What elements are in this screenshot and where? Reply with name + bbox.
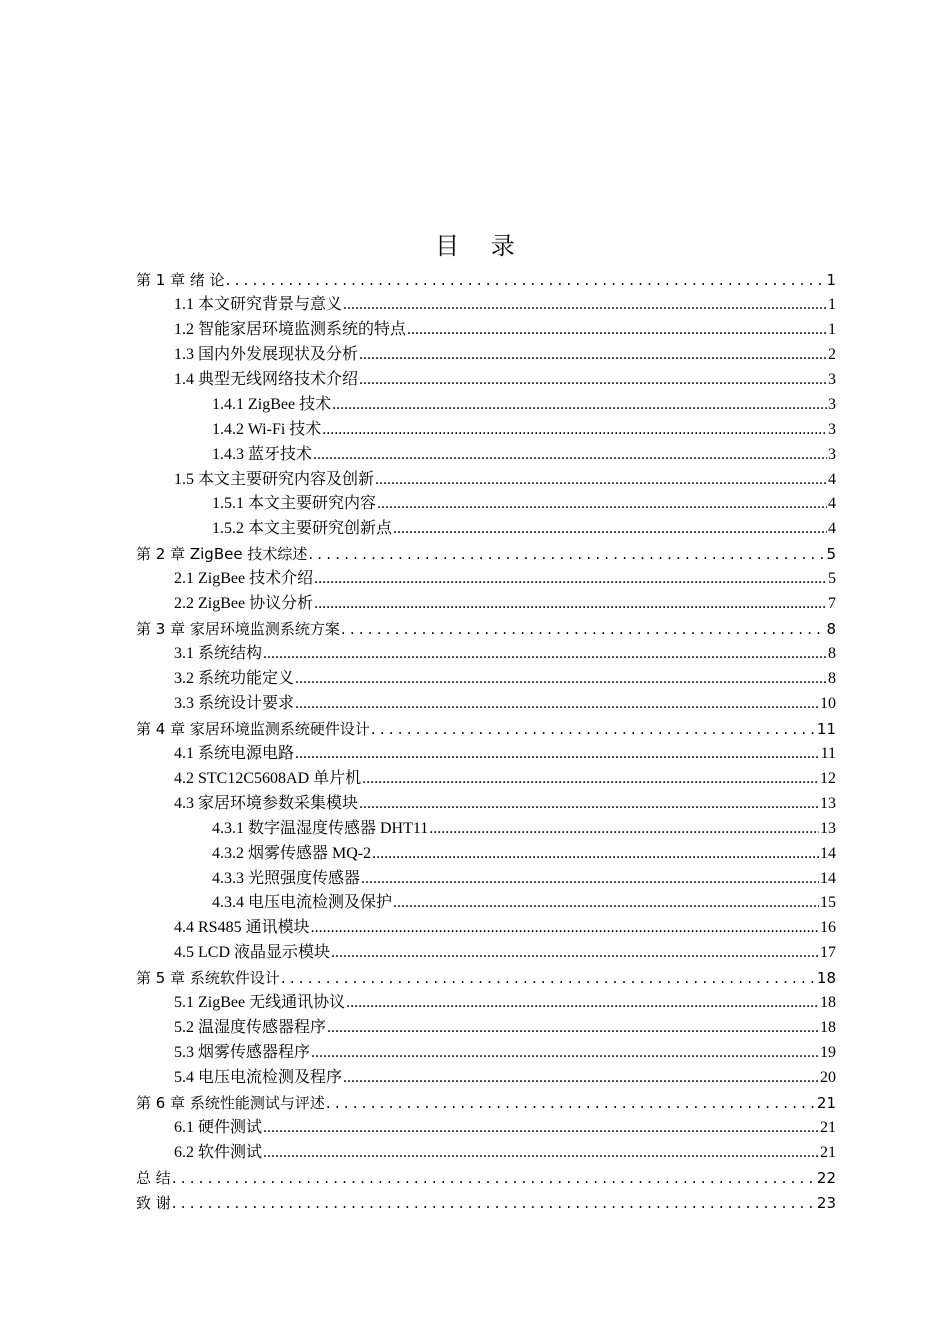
dot-leader	[327, 1016, 819, 1041]
toc-section-entry[interactable]	[136, 1066, 836, 1091]
toc-section-entry[interactable]	[136, 318, 836, 343]
dot-leader	[263, 1141, 819, 1166]
toc-page-number: 8	[826, 620, 836, 639]
toc-page-number: 21	[816, 1093, 836, 1112]
toc-section-entry[interactable]	[136, 642, 836, 667]
dot-leader	[314, 592, 827, 617]
toc-page-number: 20	[820, 1069, 836, 1086]
dot-leader	[362, 767, 819, 792]
toc-entry-label: 4.3 家居环境参数采集模块	[174, 794, 359, 812]
toc-page-number: 21	[820, 1143, 836, 1161]
dot-leader	[332, 393, 827, 418]
toc-section-entry[interactable]	[136, 792, 836, 817]
toc-entry-label: 2.2 ZigBee 协议分析	[174, 595, 314, 613]
toc-page-number: 10	[820, 694, 836, 712]
dot-leader	[372, 842, 819, 867]
toc-entry-label: 1.4.2 Wi-Fi 技术	[212, 420, 322, 438]
toc-title: 目 录	[435, 232, 527, 260]
toc-entry-label: 5.3 烟雾传感器程序	[174, 1044, 311, 1062]
toc-page-number: 4	[828, 470, 836, 488]
toc-entry-label: 4.3.1 数字温湿度传感器 DHT11	[212, 819, 429, 837]
toc-section-entry[interactable]	[136, 867, 836, 892]
dot-leader	[359, 792, 819, 817]
dot-leader	[359, 368, 827, 393]
toc-page-number: 1	[826, 271, 836, 289]
dot-leader	[393, 891, 819, 916]
dot-leader	[263, 1116, 819, 1141]
dot-leader	[407, 318, 827, 343]
toc-section-entry[interactable]	[136, 842, 836, 867]
toc-entry-label: 5.1 ZigBee 无线通讯协议	[174, 994, 346, 1012]
toc-section-entry[interactable]	[136, 567, 836, 592]
toc-section-entry[interactable]	[136, 368, 836, 393]
toc-page-number: 4	[828, 520, 836, 538]
toc-entry-label: 第 2 章 ZigBee 技术综述	[136, 545, 308, 564]
toc-page-number: 18	[820, 1019, 836, 1037]
toc-page-number: 14	[820, 869, 836, 887]
toc-entry-label: 1.5 本文主要研究内容及创新	[174, 470, 375, 488]
dot-leader	[343, 1066, 819, 1091]
toc-entry-label: 1.5.2 本文主要研究创新点	[212, 520, 393, 538]
toc-page-number: 14	[820, 844, 836, 862]
toc-page-number: 2	[828, 345, 836, 363]
toc-section-entry[interactable]	[136, 1041, 836, 1066]
dot-leader	[341, 617, 826, 642]
dot-leader	[311, 916, 819, 941]
toc-section-entry[interactable]	[136, 692, 836, 717]
toc-chapter-entry[interactable]	[136, 1191, 836, 1216]
toc-section-entry[interactable]	[136, 991, 836, 1016]
toc-page-number: 16	[820, 919, 836, 937]
dot-leader	[361, 867, 819, 892]
dot-leader	[314, 567, 827, 592]
dot-leader	[313, 443, 827, 468]
toc-section-entry[interactable]	[136, 1016, 836, 1041]
toc-page-number: 13	[820, 794, 836, 812]
toc-chapter-entry[interactable]	[136, 1166, 836, 1191]
dot-leader	[331, 941, 819, 966]
toc-page-number: 3	[828, 445, 836, 463]
toc-page-number: 3	[828, 420, 836, 438]
toc-chapter-entry[interactable]	[136, 542, 836, 567]
toc-entry-label: 2.1 ZigBee 技术介绍	[174, 570, 314, 588]
toc-chapter-entry[interactable]	[136, 966, 836, 991]
dot-leader	[322, 418, 827, 443]
dot-leader	[308, 542, 825, 567]
dot-leader	[343, 293, 827, 318]
dot-leader	[172, 1166, 816, 1191]
toc-section-entry[interactable]	[136, 1116, 836, 1141]
toc-entry-label: 4.1 系统电源电路	[174, 744, 295, 762]
toc-section-entry[interactable]	[136, 767, 836, 792]
toc-entry-label: 4.5 LCD 液晶显示模块	[174, 944, 331, 962]
toc-section-entry[interactable]	[136, 343, 836, 368]
toc-section-entry[interactable]	[136, 293, 836, 318]
toc-section-entry[interactable]	[136, 468, 836, 493]
toc-page-number: 1	[828, 295, 836, 313]
toc-page-number: 4	[828, 495, 836, 513]
toc-chapter-entry[interactable]	[136, 1091, 836, 1116]
toc-entry-label: 第 6 章 系统性能测试与评述	[136, 1093, 325, 1112]
dot-leader	[311, 1041, 819, 1066]
toc-page-number: 12	[820, 769, 836, 787]
dot-leader	[281, 966, 816, 991]
toc-section-entry[interactable]	[136, 592, 836, 617]
toc-page-number: 13	[820, 819, 836, 837]
toc-page-number: 15	[820, 894, 836, 912]
toc-page-number: 3	[828, 395, 836, 413]
toc-page-number: 21	[820, 1118, 836, 1136]
toc-page-number: 22	[816, 1168, 836, 1187]
toc-entry-label: 1.1 本文研究背景与意义	[174, 295, 343, 313]
toc-entry-label: 6.2 软件测试	[174, 1143, 263, 1161]
toc-entry-label: 6.1 硬件测试	[174, 1118, 263, 1136]
toc-entry-label: 第 4 章 家居环境监测系统硬件设计	[136, 719, 370, 738]
toc-section-entry[interactable]	[136, 916, 836, 941]
toc-section-entry[interactable]	[136, 941, 836, 966]
dot-leader	[371, 717, 816, 742]
toc-section-entry[interactable]	[136, 667, 836, 692]
toc-entry-label: 3.1 系统结构	[174, 645, 263, 663]
toc-page-number: 5	[828, 570, 836, 588]
toc-section-entry[interactable]	[136, 1141, 836, 1166]
toc-section-entry[interactable]	[136, 517, 836, 542]
toc-entry-label: 第 5 章 系统软件设计	[136, 969, 280, 988]
dot-leader	[377, 492, 827, 517]
toc-page-number: 18	[820, 994, 836, 1012]
toc-section-entry[interactable]	[136, 817, 836, 842]
toc-section-entry[interactable]	[136, 492, 836, 517]
toc-page-number: 7	[828, 595, 836, 613]
toc-entry-label: 第 1 章 绪 论	[136, 271, 225, 289]
dot-leader	[375, 468, 827, 493]
toc-entry-label: 4.2 STC12C5608AD 单片机	[174, 769, 362, 787]
toc-entry-label: 总 结	[136, 1168, 171, 1187]
toc-page-number: 8	[828, 645, 836, 663]
toc-chapter-entry[interactable]	[136, 617, 836, 642]
toc-page-number: 8	[828, 670, 836, 687]
dot-leader	[359, 343, 827, 368]
toc-entry-label: 致 谢	[136, 1193, 171, 1212]
toc-section-entry[interactable]	[136, 742, 836, 767]
toc-entry-label: 5.2 温湿度传感器程序	[174, 1019, 327, 1037]
toc-entry-label: 1.4.1 ZigBee 技术	[212, 395, 332, 413]
toc-section-entry[interactable]	[136, 418, 836, 443]
toc-page-number: 1	[828, 320, 836, 338]
dot-leader	[295, 667, 827, 692]
toc-page-number: 18	[816, 969, 836, 988]
toc-chapter-entry[interactable]	[136, 268, 836, 293]
toc-entry-label: 1.3 国内外发展现状及分析	[174, 345, 359, 363]
dot-leader	[429, 817, 819, 842]
toc-section-entry[interactable]	[136, 393, 836, 418]
table-of-contents	[136, 268, 836, 1216]
toc-entry-label: 3.2 系统功能定义	[174, 670, 295, 687]
toc-entry-label: 4.4 RS485 通讯模块	[174, 919, 310, 937]
toc-page-number: 5	[826, 545, 836, 564]
toc-entry-label: 1.4 典型无线网络技术介绍	[174, 370, 359, 388]
toc-page-number: 17	[820, 944, 836, 962]
toc-entry-label: 4.3.4 电压电流检测及保护	[212, 894, 393, 912]
toc-section-entry[interactable]	[136, 891, 836, 916]
toc-entry-label: 4.3.2 烟雾传感器 MQ-2	[212, 844, 372, 862]
toc-page-number: 23	[816, 1193, 836, 1212]
toc-entry-label: 3.3 系统设计要求	[174, 694, 295, 712]
toc-entry-label: 1.4.3 蓝牙技术	[212, 445, 313, 463]
toc-entry-label: 5.4 电压电流检测及程序	[174, 1069, 343, 1086]
toc-chapter-entry[interactable]	[136, 717, 836, 742]
toc-page-number: 11	[820, 744, 836, 762]
toc-page-number: 19	[820, 1044, 836, 1062]
toc-page-number: 11	[816, 719, 836, 738]
toc-entry-label: 1.2 智能家居环境监测系统的特点	[174, 320, 407, 338]
toc-entry-label: 第 3 章 家居环境监测系统方案	[136, 620, 340, 639]
toc-section-entry[interactable]	[136, 443, 836, 468]
dot-leader	[326, 1091, 816, 1116]
dot-leader	[295, 692, 819, 717]
toc-entry-label: 1.5.1 本文主要研究内容	[212, 495, 377, 513]
toc-page-number: 3	[828, 370, 836, 388]
dot-leader	[263, 642, 827, 667]
dot-leader	[346, 991, 819, 1016]
dot-leader	[295, 742, 820, 767]
dot-leader	[172, 1191, 816, 1216]
dot-leader	[226, 268, 826, 293]
toc-entry-label: 4.3.3 光照强度传感器	[212, 869, 361, 887]
dot-leader	[393, 517, 827, 542]
